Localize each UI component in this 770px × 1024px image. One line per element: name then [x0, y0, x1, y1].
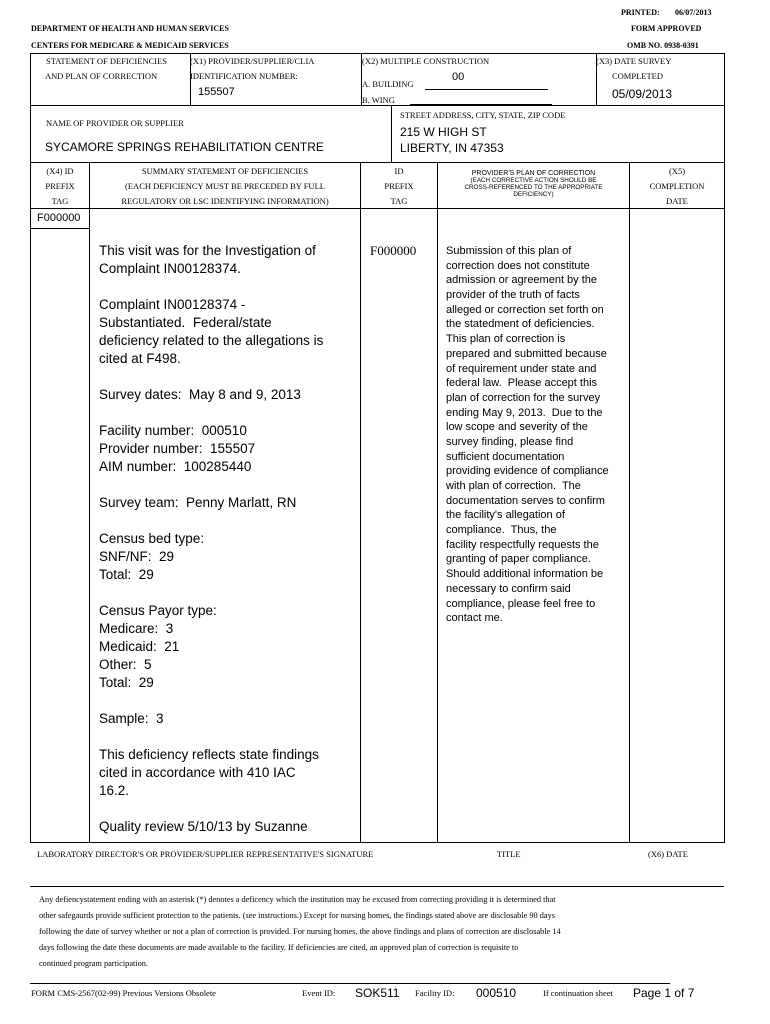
summary-line [99, 512, 357, 530]
x2-wing-label: B. WING [362, 95, 395, 105]
plan-of-correction-line: low scope and severity of the [446, 421, 588, 434]
plan-of-correction-line: federal law. Please accept this [446, 377, 598, 390]
x5-date-header: DATE [666, 196, 688, 206]
plan-of-correction-line: with plan of correction. The [446, 480, 581, 492]
right-tag: F000000 [370, 243, 417, 258]
x3-completed-label: COMPLETED [612, 71, 663, 81]
date-label: (X6) DATE [648, 849, 688, 859]
summary-line: Census Payor type: [99, 603, 217, 618]
summary-subheader-2: REGULATORY OR LSC IDENTIFYING INFORMATION) [121, 196, 329, 206]
summary-line [99, 692, 357, 710]
address-city: LIBERTY, IN 47353 [400, 141, 504, 155]
summary-line: Medicare: 3 [99, 621, 174, 636]
notice-line: days following the date these documents are made available to the facility. If deficiencies are cited, an approved plan of correction is requisite to [39, 943, 519, 952]
x4-tag-header: TAG [51, 196, 69, 206]
event-id-label: Event ID: [302, 988, 336, 998]
summary-line: Sample: 3 [99, 711, 164, 726]
x2-label: (X2) MULTIPLE CONSTRUCTION [362, 56, 490, 66]
plan-of-correction-line: plan of correction for the survey [446, 391, 601, 404]
x3-label: (X3) DATE SURVEY [596, 56, 672, 66]
plan-of-correction-line: alleged or correction set forth on [446, 303, 604, 316]
plan-of-correction-line: contact me. [446, 612, 503, 625]
summary-line: Survey dates: May 8 and 9, 2013 [99, 387, 301, 402]
plan-of-correction-line: This plan of correction is [446, 333, 566, 346]
x5-completion-header: COMPLETION [649, 181, 705, 191]
summary-line: Complaint IN00128374 - [99, 297, 246, 312]
notice-line: continued program participation. [39, 959, 148, 968]
summary-line [99, 476, 357, 494]
x1-identification-label: IDENTIFICATION NUMBER: [190, 71, 298, 81]
printed-date: 06/07/2013 [675, 8, 712, 17]
plan-of-correction [446, 244, 628, 626]
summary-line: This deficiency reflects state findings [99, 747, 319, 762]
x1-label: (X1) PROVIDER/SUPPLIER/CLIA [190, 56, 315, 66]
plan-of-correction-line: documentation serves to confirm [446, 494, 605, 507]
disclosure-notice [39, 892, 709, 972]
plan-of-correction-line: necessary to confirm said [446, 582, 571, 595]
page-number: Page 1 of 7 [633, 986, 695, 1000]
plan-of-correction-line: ending May 9, 2013. Due to the [446, 406, 603, 419]
summary-line: Survey team: Penny Marlatt, RN [99, 495, 297, 510]
summary-line: Other: 5 [99, 657, 152, 672]
summary-line: This visit was for the Investigation of [99, 243, 316, 258]
statement-label: STATEMENT OF DEFICIENCIES [46, 56, 168, 66]
summary-line: Census bed type: [99, 531, 205, 546]
provider-name: SYCAMORE SPRINGS REHABILITATION CENTRE [45, 140, 324, 154]
plan-of-correction-line: providing evidence of compliance [446, 465, 609, 478]
summary-line [99, 404, 357, 422]
poc-subheader-2: CROSS-REFERENCED TO THE APPROPRIATE [464, 184, 603, 191]
plan-of-correction-line: the facility's allegation of [446, 509, 565, 522]
summary-line: Total: 29 [99, 567, 154, 582]
summary-line: cited at F498. [99, 351, 181, 366]
poc-subheader: (EACH CORRECTIVE ACTION SHOULD BE [470, 177, 597, 184]
x4-id-header: (X4) ID [46, 166, 74, 176]
address-label: STREET ADDRESS, CITY, STATE, ZIP CODE [400, 110, 566, 120]
facility-id-label: Facility ID: [415, 988, 455, 998]
printed-label: PRINTED: [621, 8, 660, 17]
summary-header: SUMMARY STATEMENT OF DEFICIENCIES [141, 166, 309, 176]
summary-line [99, 728, 357, 746]
summary-line: Provider number: 155507 [99, 441, 256, 456]
signature-label: LABORATORY DIRECTOR'S OR PROVIDER/SUPPLIER REPRESENTATIVE'S SIGNATURE [37, 849, 374, 859]
summary-line: SNF/NF: 29 [99, 549, 175, 564]
x2-building-label: A. BUILDING [362, 79, 414, 89]
summary-line: 16.2. [99, 783, 130, 798]
summary-line [99, 800, 357, 818]
plan-of-correction-line: compliance, please feel free to [446, 597, 596, 610]
plan-of-correction-line: sufficient documentation [446, 450, 565, 463]
form-number: FORM CMS-2567(02-99) Previous Versions Obsolete [31, 988, 216, 998]
poc-subheader-3: DEFICIENCY) [513, 191, 554, 198]
summary-subheader: (EACH DEFICIENCY MUST BE PRECEDED BY FULL [125, 181, 325, 191]
x2-building-value: 00 [452, 71, 465, 83]
summary-line: Total: 29 [99, 675, 154, 690]
summary-line: cited in accordance with 410 IAC [99, 765, 296, 780]
plan-of-correction-line: granting of paper compliance. [446, 553, 591, 566]
provider-name-label: NAME OF PROVIDER OR SUPPLIER [46, 118, 184, 128]
x5-header: (X5) [668, 166, 686, 176]
x1-provider-number: 155507 [198, 86, 235, 98]
notice-line: following the date of survey whether or not a plan of correction is provided. For nursing homes, the above findings and plans of correction are disclosable 14 [39, 927, 561, 936]
omb-number: OMB NO. 0938-0391 [627, 41, 699, 50]
summary-line [99, 278, 357, 296]
plan-of-correction-label: AND PLAN OF CORRECTION [45, 71, 158, 81]
notice-line: Any defiencystatement ending with an asterisk (*) denotes a deficency which the institution may be excused from correcting providing it is determined that [39, 895, 556, 904]
summary-line: AIM number: 100285440 [99, 459, 252, 474]
summary-line [99, 368, 357, 386]
plan-of-correction-line: Should additional information be [446, 568, 604, 581]
id-header: ID [394, 166, 404, 176]
facility-id-value: 000510 [476, 986, 517, 1000]
plan-of-correction-line: provider of the truth of facts [446, 289, 580, 302]
left-tag: F000000 [37, 212, 81, 224]
summary-line: Complaint IN00128374. [99, 261, 241, 276]
x3-survey-date: 05/09/2013 [612, 87, 673, 101]
plan-of-correction-line: compliance. Thus, the [446, 524, 557, 537]
department-name: DEPARTMENT OF HEALTH AND HUMAN SERVICES [31, 24, 229, 33]
centers-name: CENTERS FOR MEDICARE & MEDICAID SERVICES [31, 41, 229, 50]
continuation-label: If continuation sheet [543, 988, 613, 998]
address-street: 215 W HIGH ST [400, 125, 487, 139]
plan-of-correction-line: correction does not constitute [446, 259, 590, 272]
plan-of-correction-line: the statedment of deficiencies. [446, 318, 595, 331]
x4-prefix-header: PREFIX [45, 181, 75, 191]
title-label: TITLE [497, 849, 521, 859]
summary-line: Medicaid: 21 [99, 639, 180, 654]
plan-of-correction-line: prepared and submitted because [446, 347, 607, 360]
plan-of-correction-line: facility respectfully requests the [446, 538, 599, 551]
plan-of-correction-line: survey finding, please find [446, 435, 574, 448]
poc-header: PROVIDER'S PLAN OF CORRECTION [471, 170, 596, 177]
summary-line: Substantiated. Federal/state [99, 315, 272, 330]
summary-statement [99, 242, 357, 836]
plan-of-correction-line: Submission of this plan of [446, 245, 572, 257]
id-tag-header: TAG [390, 196, 408, 206]
summary-line: Facility number: 000510 [99, 423, 247, 438]
id-prefix-header: PREFIX [384, 181, 414, 191]
event-id-value: SOK511 [355, 986, 400, 1000]
summary-line: Quality review 5/10/13 by Suzanne [99, 819, 308, 834]
plan-of-correction-line: of requirement under state and [446, 362, 597, 375]
summary-line: deficiency related to the allegations is [99, 333, 324, 348]
summary-line [99, 584, 357, 602]
notice-line: other safegaurds provide sufficient protection to the patients. (see instructions.) Except for nursing homes, the findings stated above are disclosable 90 days [39, 911, 555, 920]
plan-of-correction-line: admission or agreement by the [446, 274, 598, 287]
form-approved: FORM APPROVED [631, 24, 702, 33]
